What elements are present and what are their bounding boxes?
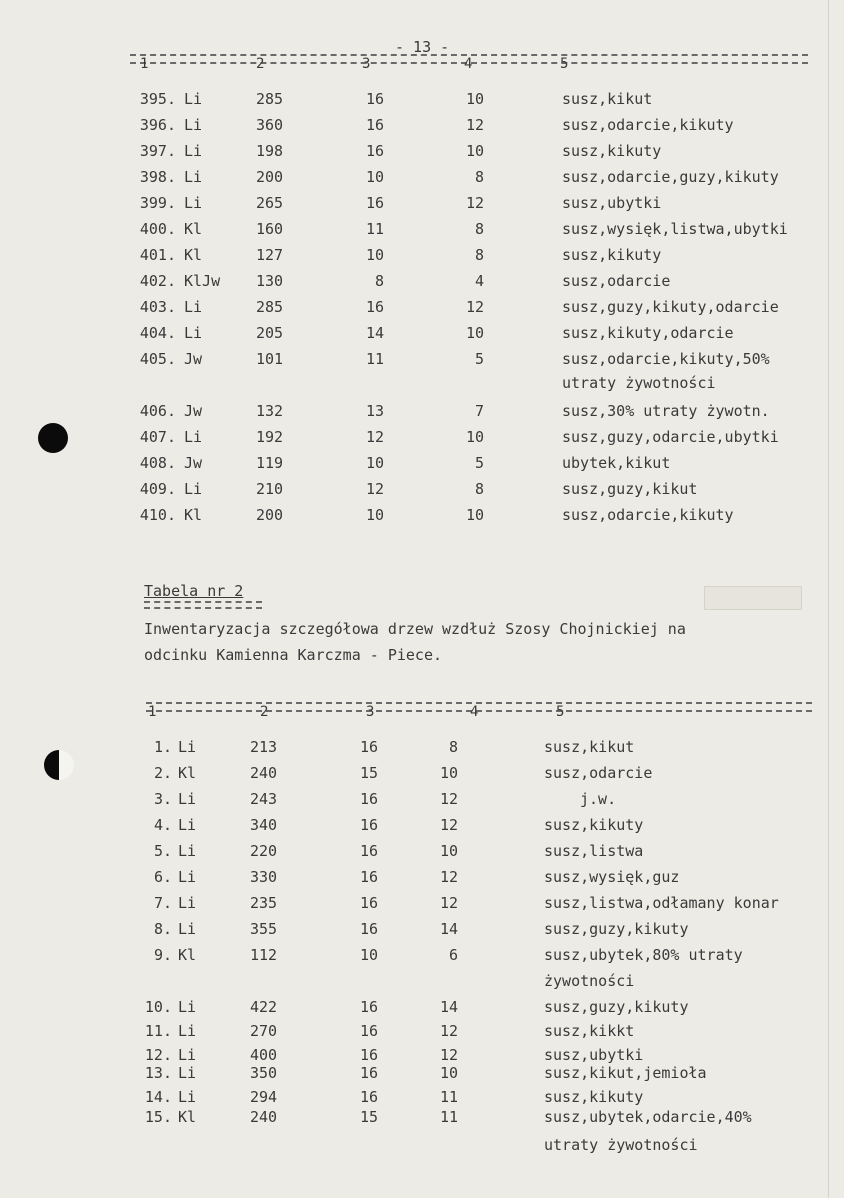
row-number: 15. — [144, 1108, 172, 1126]
condition-notes: susz,odarcie — [544, 764, 653, 782]
row-number: 407. — [139, 428, 176, 446]
row-number: 395. — [139, 90, 176, 108]
species-code: Li — [178, 1046, 197, 1064]
species-code: Jw — [184, 454, 203, 472]
condition-notes: susz,wysięk,guz — [544, 868, 680, 886]
circumference-value: 400 — [250, 1046, 278, 1064]
height-value: 12 — [365, 428, 384, 446]
row-number: 409. — [139, 480, 176, 498]
table-row — [0, 246, 844, 270]
height-value: 8 — [374, 272, 384, 290]
species-code: Li — [178, 920, 197, 938]
table1-col-header-4: 4 — [464, 56, 473, 72]
circumference-value: 340 — [250, 816, 278, 834]
circumference-value: 240 — [250, 1108, 278, 1126]
height-value: 15 — [359, 764, 378, 782]
species-code: Kl — [184, 220, 203, 238]
row-number: 2. — [153, 764, 172, 782]
crown-value: 12 — [439, 868, 458, 886]
crown-value: 10 — [465, 428, 484, 446]
condition-notes: j.w. — [580, 790, 617, 808]
table-row — [0, 168, 844, 192]
height-value: 16 — [359, 790, 378, 808]
row-number: 405. — [139, 350, 176, 368]
height-value: 16 — [365, 116, 384, 134]
condition-notes: susz,ubytki — [562, 194, 662, 212]
row-number: 410. — [139, 506, 176, 524]
height-value: 16 — [365, 194, 384, 212]
height-value: 16 — [365, 142, 384, 160]
condition-notes: susz,odarcie,guzy,kikuty — [562, 168, 779, 186]
crown-value: 11 — [439, 1088, 458, 1106]
circumference-value: 330 — [250, 868, 278, 886]
species-code: Kl — [178, 764, 197, 782]
circumference-value: 243 — [250, 790, 278, 808]
circumference-value: 285 — [256, 298, 284, 316]
table-row — [0, 894, 844, 918]
circumference-value: 119 — [256, 454, 284, 472]
row-number: 12. — [144, 1046, 172, 1064]
height-value: 16 — [359, 1088, 378, 1106]
condition-notes: susz,ubytek,80% utraty — [544, 946, 743, 964]
species-code: Jw — [184, 350, 203, 368]
row-number: 11. — [144, 1022, 172, 1040]
row-number: 3. — [153, 790, 172, 808]
row-number: 397. — [139, 142, 176, 160]
height-value: 10 — [365, 506, 384, 524]
condition-notes: susz,kikut — [544, 738, 635, 756]
species-code: Kl — [184, 246, 203, 264]
condition-notes: utraty żywotności — [544, 1136, 698, 1154]
row-number: 399. — [139, 194, 176, 212]
height-value: 16 — [365, 90, 384, 108]
crown-value: 8 — [448, 738, 458, 756]
height-value: 12 — [365, 480, 384, 498]
table-row — [0, 972, 844, 996]
circumference-value: 294 — [250, 1088, 278, 1106]
condition-notes: susz,guzy,kikuty,odarcie — [562, 298, 779, 316]
species-code: Kl — [184, 506, 203, 524]
table2-caption-line-1: Inwentaryzacja szczegółowa drzew wzdłuż Szosy Chojnickiej na — [144, 620, 686, 638]
crown-value: 14 — [439, 920, 458, 938]
height-value: 16 — [359, 998, 378, 1016]
species-code: Li — [178, 1064, 197, 1082]
crown-value: 14 — [439, 998, 458, 1016]
table-row — [0, 738, 844, 762]
page-number: - 13 - — [395, 38, 450, 56]
circumference-value: 130 — [256, 272, 284, 290]
circumference-value: 285 — [256, 90, 284, 108]
height-value: 16 — [359, 1046, 378, 1064]
table-row — [0, 480, 844, 504]
height-value: 11 — [365, 350, 384, 368]
crown-value: 10 — [465, 506, 484, 524]
crown-value: 12 — [465, 298, 484, 316]
condition-notes: susz,odarcie,kikuty — [562, 506, 734, 524]
condition-notes: susz,ubytek,odarcie,40% — [544, 1108, 752, 1126]
species-code: Kl — [178, 946, 197, 964]
table1-col-header-2: 2 — [256, 56, 265, 72]
table-row — [0, 998, 844, 1022]
species-code: Li — [184, 480, 203, 498]
row-number: 10. — [144, 998, 172, 1016]
condition-notes: susz,guzy,kikuty — [544, 920, 689, 938]
table-row — [0, 790, 844, 814]
species-code: Li — [184, 298, 203, 316]
condition-notes: susz,kikut,jemioła — [544, 1064, 707, 1082]
crown-value: 11 — [439, 1108, 458, 1126]
row-number: 6. — [153, 868, 172, 886]
height-value: 10 — [365, 246, 384, 264]
crown-value: 8 — [474, 220, 484, 238]
table2-col-header-4: 4 — [470, 704, 479, 720]
table-row — [0, 1064, 844, 1088]
table-row — [0, 1022, 844, 1046]
table2-col-header-1: 1 — [148, 704, 157, 720]
crown-value: 5 — [474, 350, 484, 368]
circumference-value: 101 — [256, 350, 284, 368]
row-number: 5. — [153, 842, 172, 860]
crown-value: 12 — [465, 116, 484, 134]
table2-col-header-5: 5 — [556, 704, 565, 720]
table-row — [0, 220, 844, 244]
condition-notes: susz,odarcie — [562, 272, 671, 290]
table1-col-header-1: 1 — [140, 56, 149, 72]
circumference-value: 220 — [250, 842, 278, 860]
row-number: 9. — [153, 946, 172, 964]
row-number: 398. — [139, 168, 176, 186]
circumference-value: 240 — [250, 764, 278, 782]
punch-hole-partial — [44, 750, 74, 780]
circumference-value: 235 — [250, 894, 278, 912]
table2-caption-line-2: odcinku Kamienna Karczma - Piece. — [144, 646, 443, 664]
crown-value: 12 — [439, 1022, 458, 1040]
table-row — [0, 816, 844, 840]
species-code: Li — [178, 998, 197, 1016]
circumference-value: 200 — [256, 506, 284, 524]
table-row — [0, 428, 844, 452]
table-row — [0, 142, 844, 166]
faint-stamp — [704, 586, 802, 610]
table-row — [0, 454, 844, 478]
crown-value: 10 — [439, 1064, 458, 1082]
species-code: Li — [184, 324, 203, 342]
height-value: 16 — [359, 816, 378, 834]
table-row — [0, 506, 844, 530]
species-code: Li — [178, 842, 197, 860]
row-number: 402. — [139, 272, 176, 290]
table1-col-header-3: 3 — [362, 56, 371, 72]
crown-value: 8 — [474, 168, 484, 186]
table-row — [0, 324, 844, 348]
table-row — [0, 298, 844, 322]
crown-value: 10 — [465, 324, 484, 342]
row-number: 1. — [153, 738, 172, 756]
condition-notes: susz,odarcie,kikuty — [562, 116, 734, 134]
crown-value: 8 — [474, 480, 484, 498]
height-value: 16 — [359, 920, 378, 938]
table2-heading-rule — [144, 601, 262, 609]
condition-notes: susz,30% utraty żywotn. — [562, 402, 770, 420]
crown-value: 4 — [474, 272, 484, 290]
condition-notes: susz,kikuty — [544, 1088, 644, 1106]
circumference-value: 198 — [256, 142, 284, 160]
row-number: 14. — [144, 1088, 172, 1106]
row-number: 400. — [139, 220, 176, 238]
punch-hole — [38, 423, 68, 453]
height-value: 13 — [365, 402, 384, 420]
circumference-value: 355 — [250, 920, 278, 938]
row-number: 401. — [139, 246, 176, 264]
circumference-value: 270 — [250, 1022, 278, 1040]
table2-top-rule — [146, 702, 812, 712]
circumference-value: 160 — [256, 220, 284, 238]
crown-value: 10 — [439, 764, 458, 782]
condition-notes: susz,guzy,kikuty — [544, 998, 689, 1016]
row-number: 403. — [139, 298, 176, 316]
condition-notes: susz,kikuty,odarcie — [562, 324, 734, 342]
species-code: Kl — [178, 1108, 197, 1126]
row-number: 404. — [139, 324, 176, 342]
table2-col-header-3: 3 — [366, 704, 375, 720]
circumference-value: 205 — [256, 324, 284, 342]
table-row — [0, 350, 844, 374]
table-row — [0, 764, 844, 788]
circumference-value: 360 — [256, 116, 284, 134]
table-row — [0, 946, 844, 970]
table-row — [0, 402, 844, 426]
species-code: Li — [178, 738, 197, 756]
table-row — [0, 90, 844, 114]
row-number: 7. — [153, 894, 172, 912]
species-code: Li — [184, 142, 203, 160]
table-row — [0, 116, 844, 140]
circumference-value: 265 — [256, 194, 284, 212]
table-row — [0, 920, 844, 944]
circumference-value: 132 — [256, 402, 284, 420]
table-row — [0, 868, 844, 892]
condition-notes: susz,guzy,kikut — [562, 480, 698, 498]
condition-notes: ubytek,kikut — [562, 454, 671, 472]
height-value: 16 — [359, 1022, 378, 1040]
crown-value: 7 — [474, 402, 484, 420]
row-number: 4. — [153, 816, 172, 834]
species-code: Li — [178, 1088, 197, 1106]
condition-notes: susz,wysięk,listwa,ubytki — [562, 220, 788, 238]
condition-notes: susz,guzy,odarcie,ubytki — [562, 428, 779, 446]
height-value: 16 — [365, 298, 384, 316]
condition-notes: susz,odarcie,kikuty,50% — [562, 350, 770, 368]
crown-value: 8 — [474, 246, 484, 264]
species-code: Li — [184, 428, 203, 446]
table-row — [0, 1136, 844, 1160]
condition-notes: susz,listwa,odłamany konar — [544, 894, 779, 912]
row-number: 8. — [153, 920, 172, 938]
species-code: Jw — [184, 402, 203, 420]
table2-heading: Tabela nr 2 — [144, 582, 244, 600]
height-value: 10 — [359, 946, 378, 964]
table-row — [0, 194, 844, 218]
species-code: Li — [178, 790, 197, 808]
circumference-value: 112 — [250, 946, 278, 964]
crown-value: 12 — [439, 1046, 458, 1064]
condition-notes: susz,kikuty — [562, 246, 662, 264]
table-row — [0, 842, 844, 866]
species-code: Li — [178, 894, 197, 912]
condition-notes: susz,kikkt — [544, 1022, 635, 1040]
row-number: 13. — [144, 1064, 172, 1082]
species-code: Li — [184, 168, 203, 186]
crown-value: 12 — [439, 894, 458, 912]
species-code: Li — [178, 816, 197, 834]
circumference-value: 422 — [250, 998, 278, 1016]
height-value: 11 — [365, 220, 384, 238]
row-number: 408. — [139, 454, 176, 472]
condition-notes: susz,kikuty — [544, 816, 644, 834]
height-value: 10 — [365, 454, 384, 472]
condition-notes: utraty żywotności — [562, 374, 716, 392]
condition-notes: susz,kikut — [562, 90, 653, 108]
species-code: Li — [184, 90, 203, 108]
condition-notes: żywotności — [544, 972, 635, 990]
condition-notes: susz,kikuty — [562, 142, 662, 160]
species-code: Li — [184, 194, 203, 212]
circumference-value: 210 — [256, 480, 284, 498]
table2-col-header-2: 2 — [260, 704, 269, 720]
circumference-value: 213 — [250, 738, 278, 756]
circumference-value: 200 — [256, 168, 284, 186]
crown-value: 5 — [474, 454, 484, 472]
height-value: 16 — [359, 1064, 378, 1082]
circumference-value: 350 — [250, 1064, 278, 1082]
crown-value: 6 — [448, 946, 458, 964]
circumference-value: 127 — [256, 246, 284, 264]
table-row — [0, 1108, 844, 1132]
table-row — [0, 272, 844, 296]
height-value: 15 — [359, 1108, 378, 1126]
condition-notes: susz,ubytki — [544, 1046, 644, 1064]
row-number: 406. — [139, 402, 176, 420]
crown-value: 12 — [439, 816, 458, 834]
species-code: Li — [184, 116, 203, 134]
height-value: 16 — [359, 842, 378, 860]
crown-value: 12 — [465, 194, 484, 212]
species-code: KlJw — [184, 272, 221, 290]
height-value: 16 — [359, 738, 378, 756]
crown-value: 12 — [439, 790, 458, 808]
height-value: 16 — [359, 894, 378, 912]
species-code: Li — [178, 868, 197, 886]
height-value: 10 — [365, 168, 384, 186]
table-row — [0, 374, 844, 398]
species-code: Li — [178, 1022, 197, 1040]
row-number: 396. — [139, 116, 176, 134]
condition-notes: susz,listwa — [544, 842, 644, 860]
height-value: 14 — [365, 324, 384, 342]
crown-value: 10 — [465, 90, 484, 108]
height-value: 16 — [359, 868, 378, 886]
table1-col-header-5: 5 — [560, 56, 569, 72]
crown-value: 10 — [439, 842, 458, 860]
circumference-value: 192 — [256, 428, 284, 446]
crown-value: 10 — [465, 142, 484, 160]
